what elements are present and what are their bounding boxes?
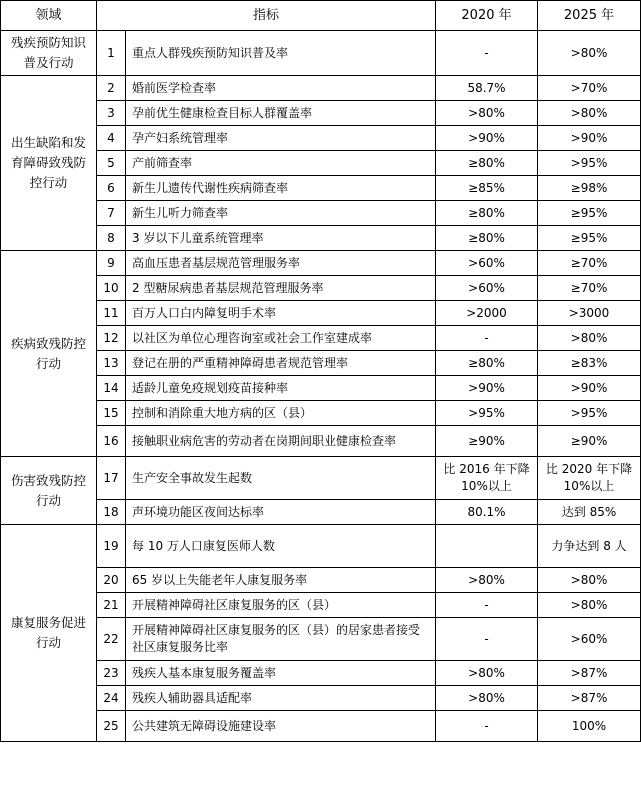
value-2025: >80% [538,326,641,351]
indicator-cell: 婚前医学检查率 [126,76,436,101]
value-2025: >87% [538,686,641,711]
indicator-cell: 开展精神障碍社区康复服务的区（县）的居家患者接受社区康复服务比率 [126,618,436,661]
value-2025: 达到 85% [538,500,641,525]
header-2025: 2025 年 [538,1,641,31]
value-2020: >60% [436,276,538,301]
row-number: 4 [97,126,126,151]
table-row [1,426,641,457]
row-number: 6 [97,176,126,201]
value-2025: >80% [538,593,641,618]
table-row [1,661,641,686]
header-2020: 2020 年 [436,1,538,31]
domain-cell: 疾病致残防控行动 [1,251,97,457]
value-2025: ≥95% [538,201,641,226]
row-number: 2 [97,76,126,101]
domain-cell: 残疾预防知识普及行动 [1,31,97,76]
row-number: 14 [97,376,126,401]
table-row [1,76,641,101]
value-2025: >3000 [538,301,641,326]
table-row [1,618,641,661]
indicator-cell: 残疾人基本康复服务覆盖率 [126,661,436,686]
value-2020: >60% [436,251,538,276]
table-row [1,201,641,226]
row-number: 13 [97,351,126,376]
row-number: 5 [97,151,126,176]
value-2020: ≥80% [436,226,538,251]
table-row [1,711,641,742]
value-2025: ≥90% [538,426,641,457]
value-2020: >80% [436,568,538,593]
table-row [1,101,641,126]
row-number: 1 [97,31,126,76]
indicator-cell: 生产安全事故发生起数 [126,457,436,500]
indicator-cell: 重点人群残疾预防知识普及率 [126,31,436,76]
header-row [1,1,641,31]
table-row [1,401,641,426]
value-2020: >95% [436,401,538,426]
value-2020: ≥80% [436,151,538,176]
value-2020: ≥90% [436,426,538,457]
row-number: 11 [97,301,126,326]
table-row [1,525,641,568]
table-row [1,500,641,525]
indicator-cell: 3 岁以下儿童系统管理率 [126,226,436,251]
indicator-cell: 控制和消除重大地方病的区（县） [126,401,436,426]
indicator-cell: 2 型糖尿病患者基层规范管理服务率 [126,276,436,301]
value-2025: >80% [538,101,641,126]
value-2020: >2000 [436,301,538,326]
value-2025: 100% [538,711,641,742]
value-2020: >80% [436,101,538,126]
indicator-cell: 产前筛查率 [126,151,436,176]
indicator-cell: 公共建筑无障碍设施建设率 [126,711,436,742]
value-2025: >90% [538,126,641,151]
indicator-cell: 适龄儿童免疫规划疫苗接种率 [126,376,436,401]
row-number: 3 [97,101,126,126]
row-number: 16 [97,426,126,457]
indicator-cell: 孕前优生健康检查目标人群覆盖率 [126,101,436,126]
row-number: 18 [97,500,126,525]
indicator-cell: 开展精神障碍社区康复服务的区（县） [126,593,436,618]
indicator-cell: 高血压患者基层规范管理服务率 [126,251,436,276]
value-2020: >80% [436,661,538,686]
value-2020 [436,525,538,568]
value-2020: 58.7% [436,76,538,101]
value-2020: >90% [436,376,538,401]
table-row [1,568,641,593]
value-2020: >80% [436,686,538,711]
row-number: 15 [97,401,126,426]
table-row [1,126,641,151]
value-2020: ≥80% [436,201,538,226]
value-2020: >90% [436,126,538,151]
value-2025: ≥70% [538,251,641,276]
row-number: 12 [97,326,126,351]
indicator-cell: 残疾人辅助器具适配率 [126,686,436,711]
row-number: 10 [97,276,126,301]
indicator-cell: 登记在册的严重精神障碍患者规范管理率 [126,351,436,376]
value-2025: >95% [538,151,641,176]
value-2020: - [436,618,538,661]
value-2025: >80% [538,31,641,76]
value-2025: ≥98% [538,176,641,201]
value-2025: >90% [538,376,641,401]
table-row [1,376,641,401]
row-number: 20 [97,568,126,593]
row-number: 23 [97,661,126,686]
indicator-cell: 每 10 万人口康复医师人数 [126,525,436,568]
table-row [1,176,641,201]
value-2020: 比 2016 年下降 10%以上 [436,457,538,500]
header-indicator: 指标 [97,1,436,31]
indicator-cell: 孕产妇系统管理率 [126,126,436,151]
header-domain: 领域 [1,1,97,31]
table-row [1,351,641,376]
indicator-cell: 声环境功能区夜间达标率 [126,500,436,525]
value-2020: - [436,326,538,351]
table-row [1,593,641,618]
value-2020: ≥80% [436,351,538,376]
value-2025: >95% [538,401,641,426]
value-2025: 力争达到 8 人 [538,525,641,568]
domain-cell: 康复服务促进行动 [1,525,97,742]
domain-cell: 伤害致残防控行动 [1,457,97,525]
row-number: 17 [97,457,126,500]
row-number: 19 [97,525,126,568]
indicator-cell: 新生儿听力筛查率 [126,201,436,226]
row-number: 24 [97,686,126,711]
value-2025: >80% [538,568,641,593]
table-row [1,226,641,251]
table-row [1,31,641,76]
value-2025: >87% [538,661,641,686]
indicator-cell: 65 岁以上失能老年人康复服务率 [126,568,436,593]
value-2020: 80.1% [436,500,538,525]
value-2020: - [436,711,538,742]
table-row [1,151,641,176]
table-row [1,251,641,276]
value-2025: >70% [538,76,641,101]
indicator-cell: 新生儿遗传代谢性疾病筛查率 [126,176,436,201]
table-row [1,326,641,351]
table-row [1,276,641,301]
value-2025: ≥95% [538,226,641,251]
table-row [1,301,641,326]
value-2025: ≥83% [538,351,641,376]
indicator-cell: 接触职业病危害的劳动者在岗期间职业健康检查率 [126,426,436,457]
row-number: 7 [97,201,126,226]
value-2020: - [436,593,538,618]
table-row [1,686,641,711]
value-2020: ≥85% [436,176,538,201]
indicator-cell: 百万人口白内障复明手术率 [126,301,436,326]
row-number: 8 [97,226,126,251]
row-number: 22 [97,618,126,661]
row-number: 21 [97,593,126,618]
table-row [1,457,641,500]
indicator-cell: 以社区为单位心理咨询室或社会工作室建成率 [126,326,436,351]
value-2025: 比 2020 年下降 10%以上 [538,457,641,500]
value-2025: ≥70% [538,276,641,301]
row-number: 25 [97,711,126,742]
row-number: 9 [97,251,126,276]
value-2020: - [436,31,538,76]
value-2025: >60% [538,618,641,661]
domain-cell: 出生缺陷和发育障碍致残防控行动 [1,76,97,251]
